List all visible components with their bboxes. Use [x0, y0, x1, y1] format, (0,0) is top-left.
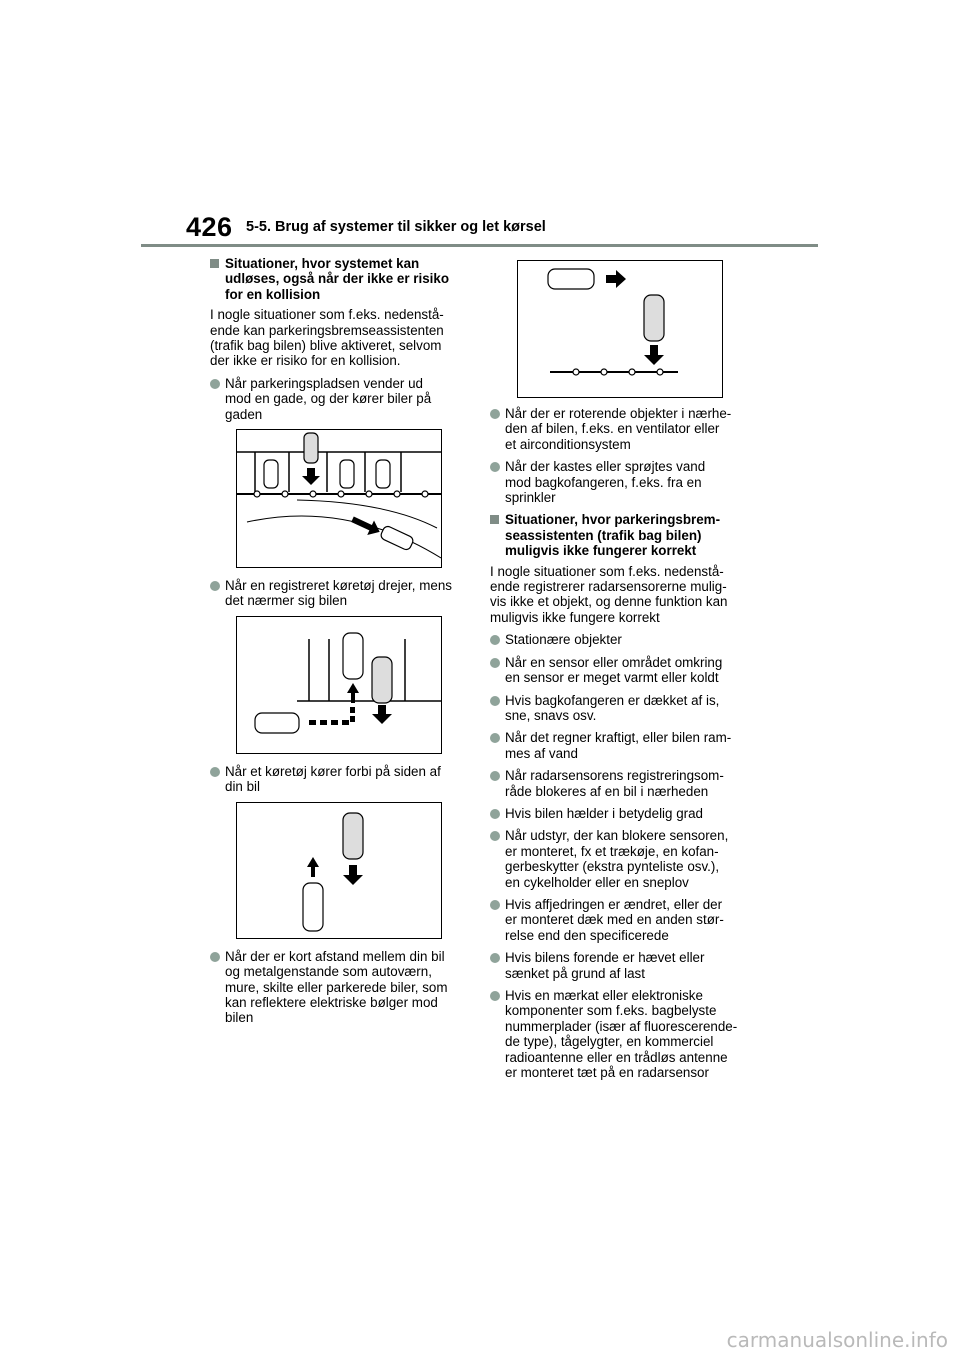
- bullet-item: [490, 828, 756, 890]
- bullet-line: Når der er kort afstand mellem din bil: [225, 948, 445, 964]
- bullet-line: et airconditionsystem: [505, 436, 631, 452]
- heading-line: for en kollision: [225, 286, 321, 302]
- bullet-item: [210, 764, 472, 795]
- bullet-line: din bil: [225, 779, 260, 795]
- bullet-dot-icon: [210, 379, 220, 389]
- paragraph-line: I nogle situationer som f.eks. nedenstå-: [490, 563, 724, 579]
- bullet-item: [490, 768, 756, 799]
- bullet-item: [210, 376, 472, 422]
- bullet-item: [490, 632, 756, 647]
- bullet-line: mure, skilte eller parkerede biler, som: [225, 979, 448, 995]
- bullet-line: Når udstyr, der kan blokere sensoren,: [505, 828, 729, 844]
- heading-may-not-work: [490, 512, 756, 558]
- intro-paragraph: [490, 564, 756, 626]
- bullet-dot-icon: [490, 696, 500, 706]
- bullet-line: Når der kastes eller sprøjtes vand: [505, 459, 706, 475]
- turning-vehicle-illustration: [237, 617, 441, 753]
- bullet-dot-icon: [490, 409, 500, 419]
- heading-line: Situationer, hvor parkeringsbrem-: [505, 512, 721, 528]
- bullet-line: gaden: [225, 406, 263, 422]
- bullet-dot-icon: [490, 462, 500, 472]
- bullet-line: er monteret tæt på en radarsensor: [505, 1065, 709, 1081]
- intro-paragraph: [210, 307, 472, 369]
- bullet-line: Når et køretøj kører forbi på siden af: [225, 763, 441, 779]
- bullet-line: nummerplader (især af fluorescerende-: [505, 1018, 738, 1034]
- bullet-line: Hvis bilens forende er hævet eller: [505, 950, 705, 966]
- bullet-line: Når radarsensorens registreringsom-: [505, 768, 724, 784]
- header-rule: [141, 244, 818, 247]
- bullet-line: Når en registreret køretøj drejer, mens: [225, 578, 452, 594]
- bullet-dot-icon: [490, 900, 500, 910]
- bullet-line: en cykelholder eller en sneplov: [505, 874, 689, 890]
- bullet-line: sænket på grund af last: [505, 965, 645, 981]
- bullet-line: sprinkler: [505, 490, 556, 506]
- bullet-item: [490, 730, 756, 761]
- bullet-line: radioantenne eller en trådløs antenne: [505, 1049, 728, 1065]
- bullet-item: [490, 655, 756, 686]
- bullet-line: komponenter som f.eks. bagbelyste: [505, 1003, 717, 1019]
- bullet-line: Når der er roterende objekter i nærhe-: [505, 406, 732, 421]
- bullet-line: Når det regner kraftigt, eller bilen ram-: [505, 730, 732, 746]
- heading-line: seassistenten (trafik bag bilen): [505, 527, 702, 543]
- bullet-dot-icon: [490, 809, 500, 819]
- bullet-line: er monteret, fx et trækøje, en kofan-: [505, 843, 719, 859]
- right-column: [490, 260, 756, 1087]
- bullet-dot-icon: [490, 733, 500, 743]
- bullet-dot-icon: [490, 635, 500, 645]
- heading-false-activation: [210, 256, 472, 302]
- bullet-line: Stationære objekter: [505, 632, 622, 648]
- bullet-item: [490, 406, 756, 452]
- bullet-line: Hvis bagkofangeren er dækket af is,: [505, 692, 720, 708]
- bullet-dot-icon: [490, 953, 500, 963]
- bullet-item: [490, 806, 756, 821]
- paragraph-line: ende kan parkeringsbremseassistenten: [210, 322, 444, 338]
- bullet-item: [490, 459, 756, 505]
- bullet-line: en sensor er meget varmt eller koldt: [505, 670, 719, 686]
- section-title: 5-5. Brug af systemer til sikker og let kørsel: [246, 219, 546, 235]
- bullet-item: [210, 578, 472, 609]
- bullet-line: kan reflektere elektriske bølger mod: [225, 994, 438, 1010]
- passing-vehicle-illustration: [237, 803, 441, 938]
- bullet-line: råde blokeres af en bil i nærheden: [505, 783, 709, 799]
- bullet-line: er monteret dæk med en anden stør-: [505, 912, 724, 928]
- left-column: [210, 256, 472, 1033]
- condition-list: [490, 632, 756, 1080]
- figure-turning-vehicle: [236, 616, 442, 754]
- figure-metal-objects: [517, 260, 723, 398]
- paragraph-line: (trafik bag bilen) blive aktiveret, selvom: [210, 338, 442, 354]
- bullet-line: og metalgenstande som autoværn,: [225, 964, 432, 980]
- paragraph-line: muligvis ikke fungere korrekt: [490, 609, 660, 625]
- heading-line: udløses, også når der ikke er risiko: [225, 271, 450, 287]
- paragraph-line: I nogle situationer som f.eks. nedenstå-: [210, 307, 444, 323]
- bullet-line: Hvis en mærkat eller elektroniske: [505, 988, 703, 1003]
- bullet-line: Hvis bilen hælder i betydelig grad: [505, 805, 703, 821]
- page-number: 426: [186, 212, 233, 242]
- bullet-dot-icon: [490, 991, 500, 1001]
- bullet-item: [490, 988, 756, 1080]
- bullet-dot-icon: [490, 658, 500, 668]
- bullet-line: gerbeskytter (ekstra pynteliste osv.),: [505, 859, 720, 875]
- bullet-line: Når en sensor eller området omkring: [505, 654, 723, 670]
- bullet-dot-icon: [210, 581, 220, 591]
- bullet-line: relse end den specificerede: [505, 927, 669, 943]
- bullet-item: [210, 949, 472, 1026]
- bullet-line: mes af vand: [505, 745, 578, 761]
- paragraph-line: der ikke er risiko for en kollision.: [210, 353, 401, 369]
- figure-parking-street: [236, 429, 442, 568]
- bullet-dot-icon: [490, 831, 500, 841]
- bullet-line: mod en gade, og der kører biler på: [225, 391, 432, 407]
- figure-passing-vehicle: [236, 802, 442, 939]
- section-square-icon: [490, 515, 499, 524]
- heading-line: Situationer, hvor systemet kan: [225, 256, 420, 271]
- bullet-dot-icon: [490, 771, 500, 781]
- bullet-dot-icon: [210, 767, 220, 777]
- bullet-line: bilen: [225, 1010, 254, 1026]
- bullet-dot-icon: [210, 952, 220, 962]
- bullet-line: Hvis affjedringen er ændret, eller der: [505, 896, 723, 912]
- bullet-line: de type), tågelygter, en kommerciel: [505, 1034, 714, 1050]
- bullet-line: Når parkeringspladsen vender ud: [225, 375, 424, 391]
- paragraph-line: vis ikke et objekt, og denne funktion kan: [490, 594, 728, 610]
- section-square-icon: [210, 259, 219, 268]
- paragraph-line: ende registrerer radarsensorerne mulig-: [490, 579, 727, 595]
- bullet-item: [490, 950, 756, 981]
- bullet-line: det nærmer sig bilen: [225, 593, 348, 609]
- bullet-item: [490, 897, 756, 943]
- heading-line: muligvis ikke fungerer korrekt: [505, 543, 697, 559]
- bullet-line: den af bilen, f.eks. en ventilator eller: [505, 421, 720, 437]
- bullet-line: mod bagkofangeren, f.eks. fra en: [505, 474, 702, 490]
- watermark: carmanualsonline.info: [726, 1328, 948, 1352]
- bullet-line: sne, snavs osv.: [505, 707, 597, 723]
- metal-objects-illustration: [518, 261, 722, 397]
- parking-street-illustration: [237, 430, 441, 567]
- bullet-item: [490, 693, 756, 724]
